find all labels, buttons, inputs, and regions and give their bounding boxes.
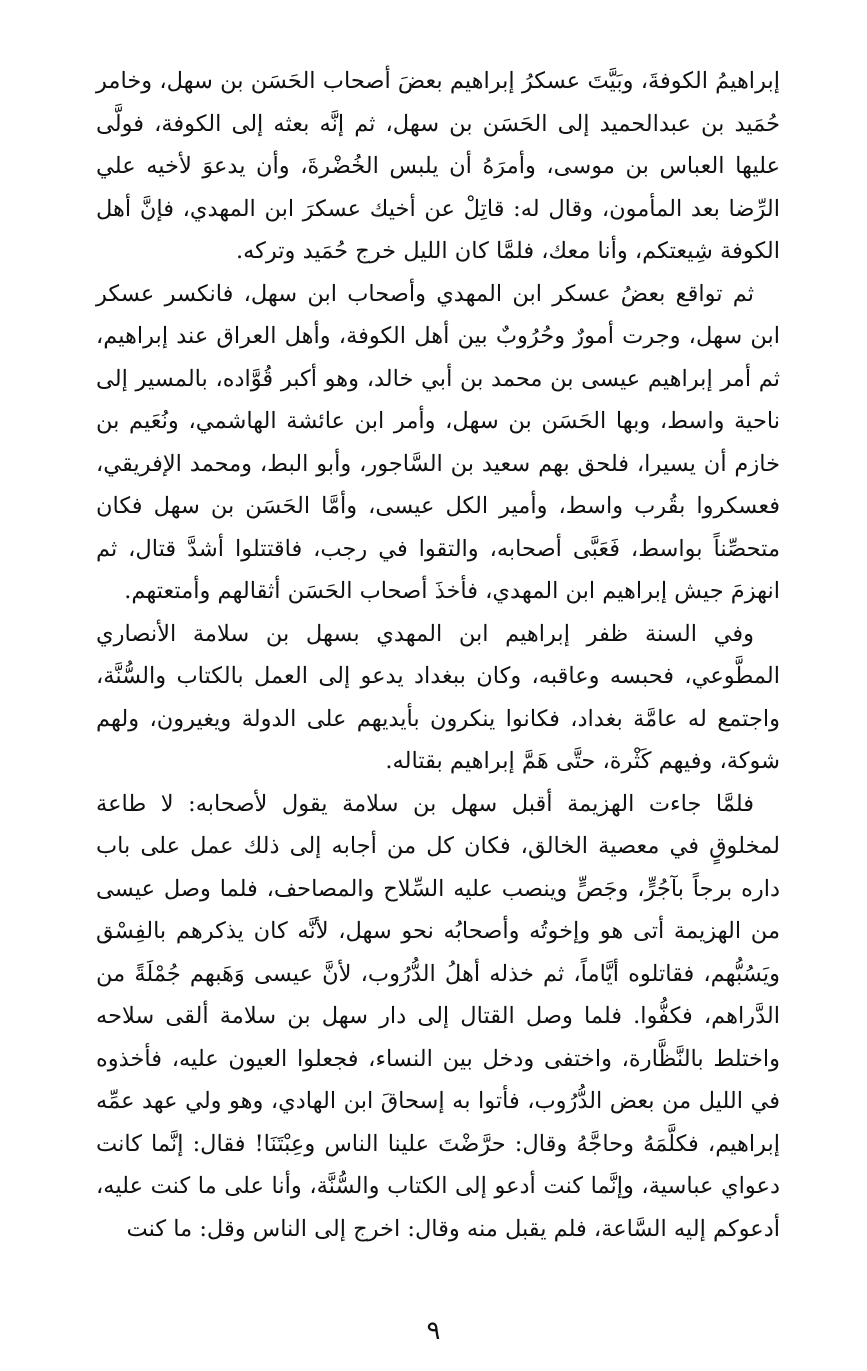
paragraph-3: وفي السنة ظفر إبراهيم ابن المهدي بسهل بن سلامة الأنصاري المطَّوعي، فحبسه وعاقبه، وكان ببغداد يدعو إلى العمل بالكتاب والسُّنَّة، واجتمع له عامَّة بغداد، فكانوا ينكرون بأيديهم على الدولة ويغيرون، ولهم شوكة، وفيهم كَثْرة، حتَّى هَمَّ إبراهيم بقتاله. xyxy=(96,620,780,774)
page-number: ٩ xyxy=(426,1316,441,1346)
paragraph-4: فلمَّا جاءت الهزيمة أقبل سهل بن سلامة يقول لأصحابه: لا طاعة لمخلوقٍ في معصية الخالق، فكان كل من أجابه إلى ذلك عمل على باب داره برجاً بآجُرٍّ، وجَصٍّ وينصب عليه السِّلاح والمصاحف، فلما وصل عيسى من الهزيمة أتى هو وإخوتُه وأصحابُه نحو سهل، لأنَّه كان يذكرهم بالفِسْق ويَسُبُّهم، فقاتلوه أيَّاماً، ثم خذله أهلُ الدُّرُوب، لأنَّ عيسى وَهَبهم جُمْلَةً من الدَّراهم، فكفُّوا. فلما وصل القتال إلى دار سهل بن سلامة ألقى سلاحه واختلط بالنَّظَّارة، واختفى ودخل بين النساء، فجعلوا العيون عليه، فأخذوه في الليل من بعض الدُّرُوب، فأتوا به إسحاقَ ابن الهادي، وهو ولي عهد عمِّه إبراهيم، فكلَّمَهُ وحاجَّهُ وقال: حرَّضْتَ علينا الناس وعِبْتَنَا! فقال: إنَّما كانت دعواي عباسية، وإنَّما كنت أدعو إلى الكتاب والسُّنَّة، وأنا على ما كنت عليه، أدعوكم إليه السَّاعة، فلم يقبل منه وقال: اخرج إلى الناس وقل: ما كنت xyxy=(96,790,780,1242)
page-body xyxy=(96,60,780,1250)
paragraph-2: ثم تواقع بعضُ عسكر ابن المهدي وأصحاب ابن سهل، فانكسر عسكر ابن سهل، وجرت أمورٌ وحُرُوبٌ بين أهل الكوفة، وأهل العراق عند إبراهيم، ثم أمر إبراهيم عيسى بن محمد بن أبي خالد، وهو أكبر قُوَّاده، بالمسير إلى ناحية واسط، وبها الحَسَن بن سهل، وأمر ابن عائشة الهاشمي، ونُعَيم بن خازم أن يسيرا، فلحق بهم سعيد بن السَّاجور، وأبو البط، ومحمد الإفريقي، فعسكروا بقُرب واسط، وأمير الكل عيسى، وأمَّا الحَسَن بن سهل فكان متحصِّناً بواسط، فَعَبَّى أصحابه، والتقوا في رجب، فاقتتلوا أشدَّ قتال، ثم انهزمَ جيش إبراهيم ابن المهدي، فأخذَ أصحاب الحَسَن أثقالهم وأمتعتهم. xyxy=(96,280,780,604)
paragraph-1: إبراهيمُ الكوفةَ، وبَيَّتَ عسكرُ إبراهيم بعضَ أصحاب الحَسَن بن سهل، وخامر حُمَيد بن عبدالحميد إلى الحَسَن بن سهل، ثم إنَّه بعثه إلى الكوفة، فولَّى عليها العباس بن موسى، وأمرَهُ أن يلبس الخُضْرةَ، وأن يدعوَ لأخيه علي الرِّضا بعد المأمون، وقال له: قاتِلْ عن أخيك عسكرَ ابن المهدي، فإنَّ أهل الكوفة شِيعتكم، وأنا معك، فلمَّا كان الليل خرج حُمَيد وتركه. xyxy=(96,68,780,264)
